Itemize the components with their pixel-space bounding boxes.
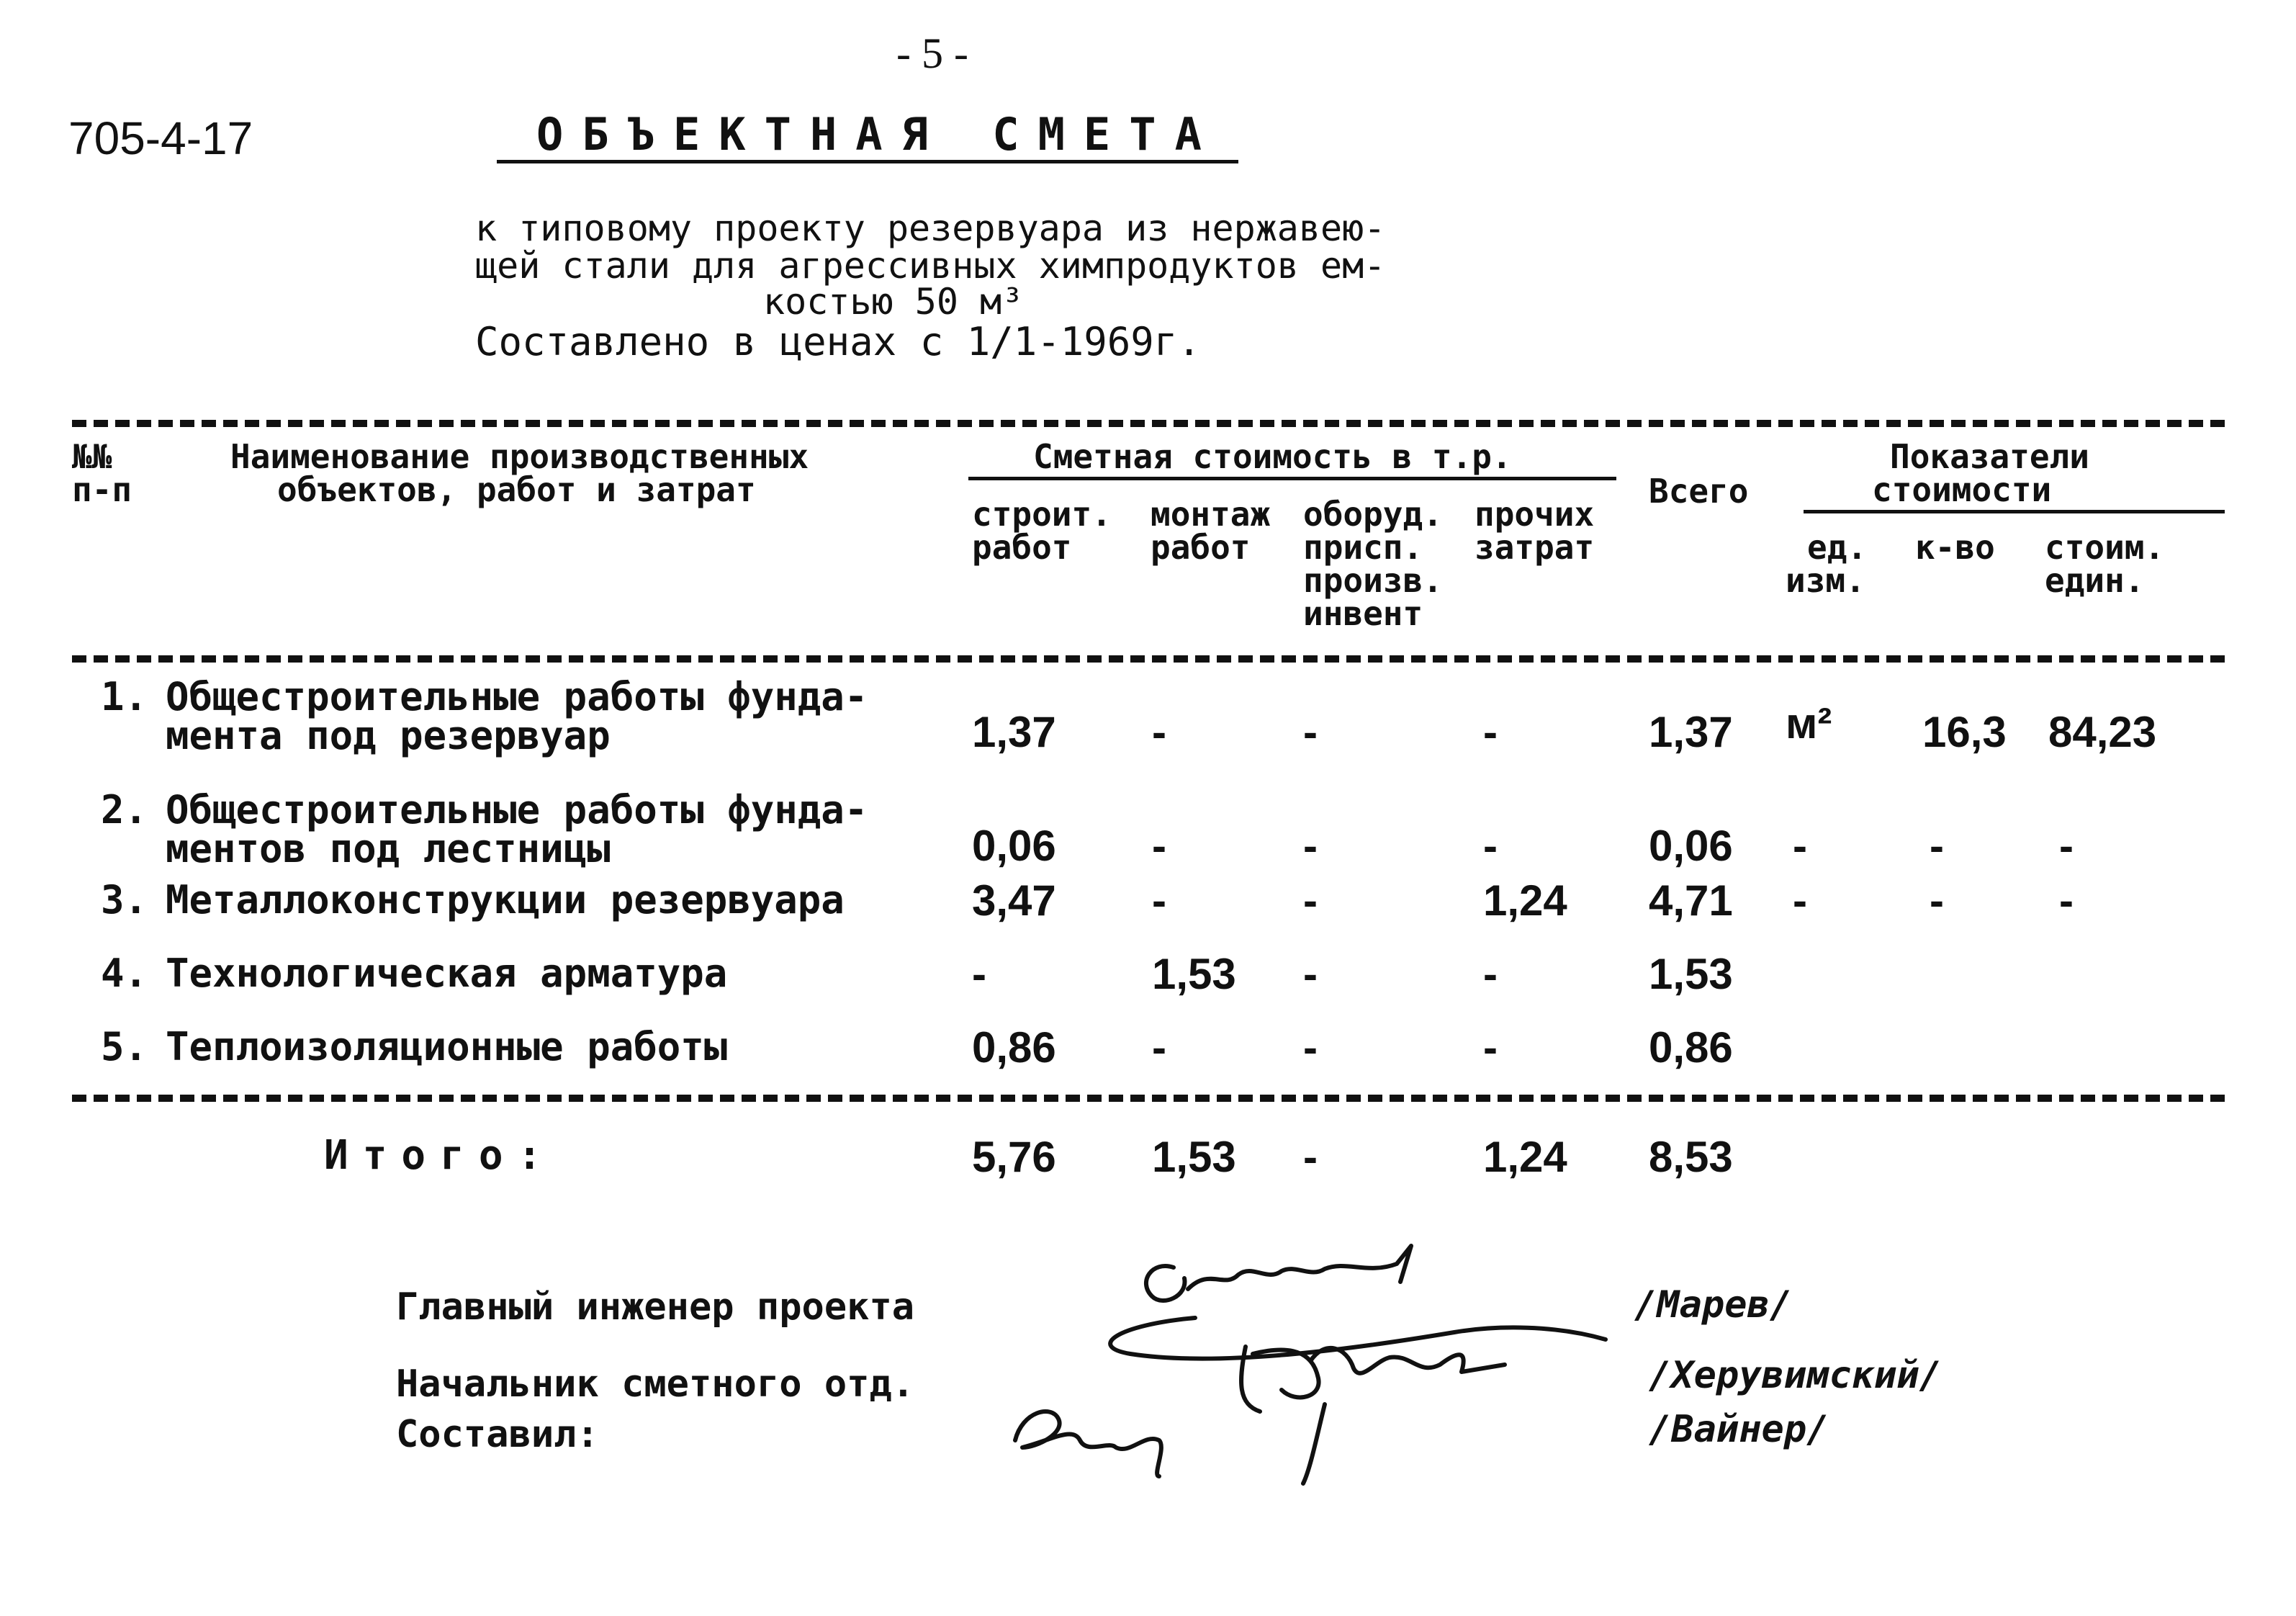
cell-build: 0,06 [972,822,1056,870]
cell-mount: - [1152,876,1166,925]
subtitle-line-3: костью 50 м³ [763,281,1024,323]
cell-unit: м² [1786,699,1832,748]
cell-qty: 16,3 [1922,708,2007,756]
cell-equip: - [1303,1023,1318,1072]
header-equip-4: инвент [1303,594,1423,633]
header-build-1: строит. [972,495,1112,534]
handwritten-signatures [1008,1239,1656,1512]
total-sum: 8,53 [1649,1133,1733,1181]
cell-build: 1,37 [972,708,1056,756]
cell-unit-cost: - [2059,876,2074,925]
header-equip-2: присп. [1303,528,1423,567]
cell-other: - [1483,708,1498,756]
cell-other: - [1483,950,1498,998]
cell-mount: - [1152,708,1166,756]
header-unit-cost-2: един. [2045,561,2145,600]
row-name-line1: Общестроительные работы фунда- [166,787,868,832]
cell-build: - [972,950,986,998]
cell-other: - [1483,822,1498,870]
indicators-underline [1804,510,2225,513]
row-number: 3. [101,877,148,923]
cell-unit-cost: - [2059,822,2074,870]
cell-equip: - [1303,950,1318,998]
header-equip-3: произв. [1303,561,1443,600]
body-bottom-rule [72,1095,2225,1102]
header-unit-2: изм. [1786,561,1865,600]
header-total: Всего [1649,472,1749,511]
header-other-2: затрат [1475,528,1595,567]
signature-name-chief-engineer: /Марев/ [1634,1283,1793,1327]
row-number: 1. [101,674,148,719]
cell-other: - [1483,1023,1498,1072]
header-build-2: работ [972,528,1072,567]
cell-unit: - [1793,876,1807,925]
cell-unit: - [1793,822,1807,870]
page-number: - 5 - [896,30,968,77]
cost-group-underline [968,477,1616,480]
header-unit-1: ед. [1807,528,1868,567]
cell-total: 1,53 [1649,950,1733,998]
cell-other: 1,24 [1483,876,1567,925]
subtitle-line-1: к типовому проекту резервуара из нержавею- [475,207,1386,249]
header-bottom-rule [72,655,2225,663]
row-number: 4. [101,951,148,996]
header-name-line1: Наименование производственных [230,437,809,476]
totals-label: Итого: [324,1132,557,1179]
cell-build: 0,86 [972,1023,1056,1072]
signature-role-compiler: Составил: [396,1413,599,1456]
cell-equip: - [1303,708,1318,756]
cell-qty: - [1930,822,1944,870]
row-number: 5. [101,1024,148,1069]
cell-total: 0,86 [1649,1023,1733,1072]
cell-mount: - [1152,822,1166,870]
total-equip: - [1303,1133,1318,1181]
header-other-1: прочих [1475,495,1595,534]
signature-role-chief-engineer: Главный инженер проекта [396,1285,915,1329]
row-name-line1: Теплоизоляционные работы [166,1024,728,1069]
header-equip-1: оборуд. [1303,495,1443,534]
table-top-rule [72,420,2225,427]
row-name-line1: Общестроительные работы фунда- [166,674,868,719]
header-indicators-2: стоимости [1872,470,2052,509]
row-number: 2. [101,787,148,832]
total-other: 1,24 [1483,1133,1567,1181]
cell-equip: - [1303,876,1318,925]
row-name-line1: Металлоконструкции резервуара [166,877,845,923]
subtitle-line-2: щей стали для агрессивных химпродуктов ем- [475,245,1386,287]
header-cost-group: Сметная стоимость в т.р. [1033,437,1512,476]
header-mount-2: работ [1151,528,1251,567]
title-underline [497,160,1238,163]
total-build: 5,76 [972,1133,1056,1181]
cell-mount: - [1152,1023,1166,1072]
signature-name-estimate-head: /Херувимский/ [1649,1354,1942,1397]
header-unit-cost-1: стоим. [2045,528,2165,567]
cell-build: 3,47 [972,876,1056,925]
document-code: 705-4-17 [68,112,253,164]
signature-name-compiler: /Вайнер/ [1649,1408,1829,1451]
header-num-line1: №№ [72,437,112,476]
header-indicators-1: Показатели [1890,437,2089,476]
header-name-line2: объектов, работ и затрат [277,470,756,509]
cell-unit-cost: 84,23 [2048,708,2157,756]
cell-total: 0,06 [1649,822,1733,870]
signature-role-estimate-head: Начальник сметного отд. [396,1363,915,1406]
cell-equip: - [1303,822,1318,870]
document-title: ОБЪЕКТНАЯ СМЕТА [536,108,1220,161]
cell-total: 4,71 [1649,876,1733,925]
header-qty: к-во [1915,528,1995,567]
header-num-line2: п-п [72,470,132,509]
price-basis-line: Составлено в ценах с 1/1-1969г. [475,319,1201,364]
header-mount-1: монтаж [1151,495,1271,534]
row-name-line2: мента под резервуар [166,713,611,758]
cell-qty: - [1930,876,1944,925]
cell-mount: 1,53 [1152,950,1236,998]
total-mount: 1,53 [1152,1133,1236,1181]
row-name-line1: Технологическая арматура [166,951,728,996]
row-name-line2: ментов под лестницы [166,826,611,871]
cell-total: 1,37 [1649,708,1733,756]
